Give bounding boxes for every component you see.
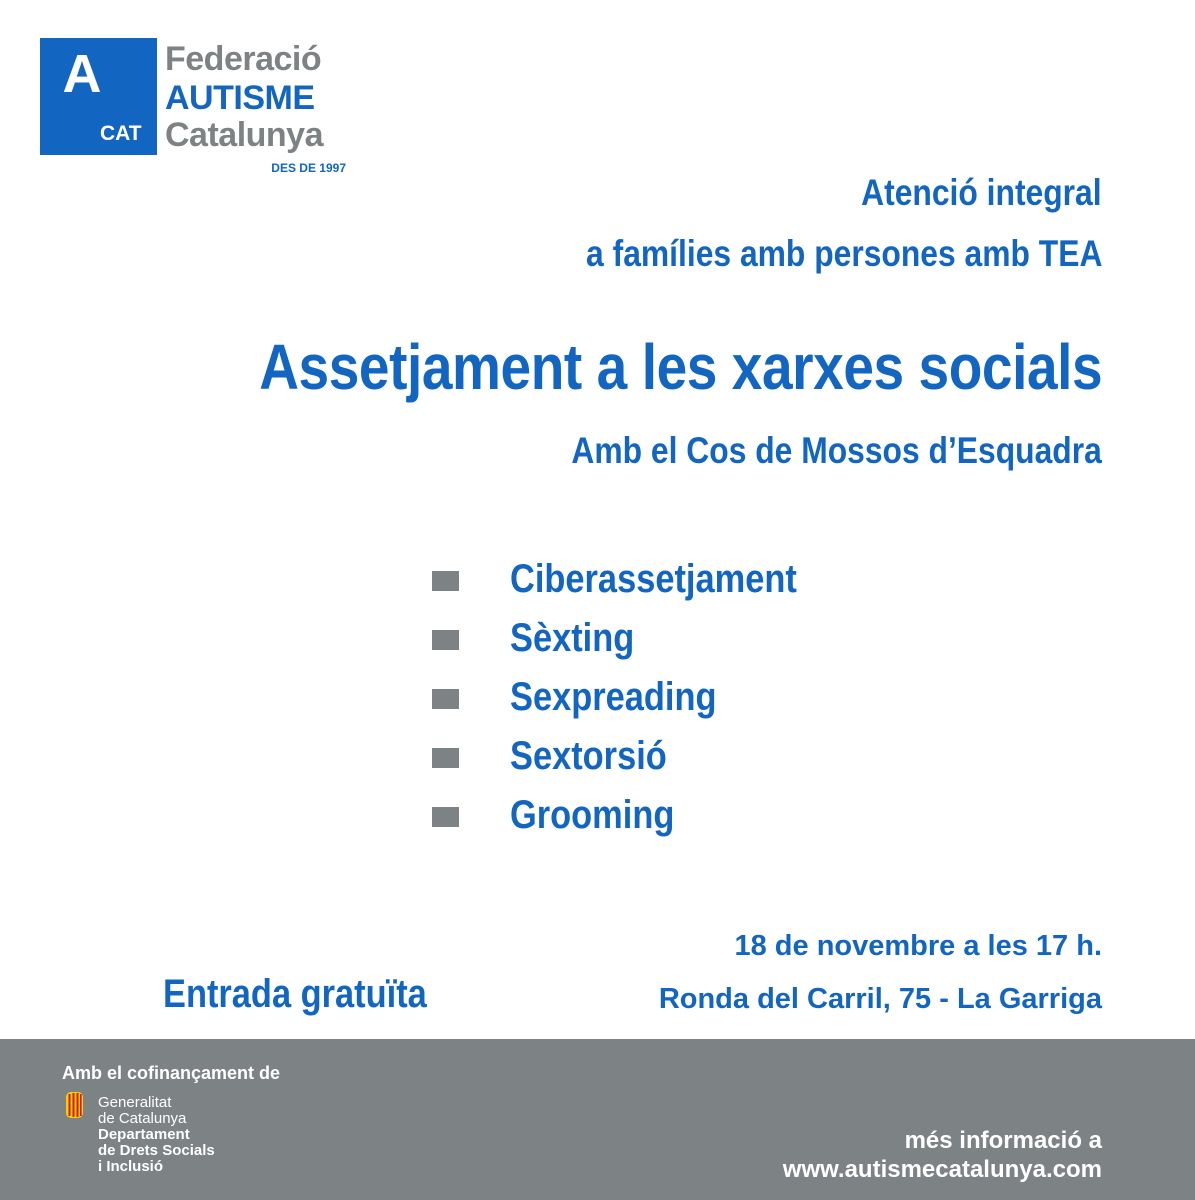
free-entry-label: Entrada gratuïta [163, 972, 427, 1016]
topic-list [432, 556, 932, 851]
cofinance-label: Amb el cofinançament de [62, 1063, 281, 1083]
event-title: Assetjament a les xarxes socials [259, 331, 1102, 403]
generalitat-logo-icon [66, 1092, 83, 1118]
more-info-label: més informació a [904, 1127, 1102, 1154]
square-bullet-icon [432, 571, 459, 591]
square-bullet-icon [432, 630, 459, 650]
topic-label: Sexpreading [510, 675, 717, 719]
event-subtitle: Amb el Cos de Mossos d’Esquadra [571, 430, 1102, 471]
square-bullet-icon [432, 807, 459, 827]
gov-name-line2: de Catalunya [98, 1110, 187, 1127]
topic-label: Sèxting [510, 616, 635, 660]
program-title-line1: Atenció integral [861, 172, 1102, 213]
topic-label: Sextorsió [510, 734, 667, 778]
logo-name-line1: Federació [165, 40, 322, 78]
list-item [432, 556, 932, 615]
square-bullet-icon [432, 748, 459, 768]
topic-label: Grooming [510, 793, 675, 837]
gov-dept-line1: Departament [98, 1126, 190, 1143]
logo-name-line2: AUTISME [165, 79, 315, 117]
logo-since: DES DE 1997 [271, 161, 346, 175]
list-item [432, 792, 932, 851]
list-item [432, 615, 932, 674]
gov-name-line1: Generalitat [98, 1094, 172, 1111]
square-bullet-icon [432, 689, 459, 709]
logo-letter: A [62, 44, 102, 104]
gov-dept-line2: de Drets Socials [98, 1142, 215, 1159]
topic-label: Ciberassetjament [510, 557, 797, 601]
website-link[interactable]: www.autismecatalunya.com [782, 1156, 1102, 1183]
event-venue: Ronda del Carril, 75 - La Garriga [658, 983, 1102, 1015]
list-item [432, 674, 932, 733]
gov-dept-line3: i Inclusió [98, 1158, 164, 1175]
program-title-line2: a famílies amb persones amb TEA [585, 233, 1102, 274]
logo-name-line3: Catalunya [165, 116, 323, 154]
event-date: 18 de novembre a les 17 h. [734, 930, 1102, 962]
logo-code: CAT [100, 122, 142, 145]
footer [0, 1039, 1195, 1200]
logo-mark [40, 38, 157, 155]
list-item [432, 733, 932, 792]
